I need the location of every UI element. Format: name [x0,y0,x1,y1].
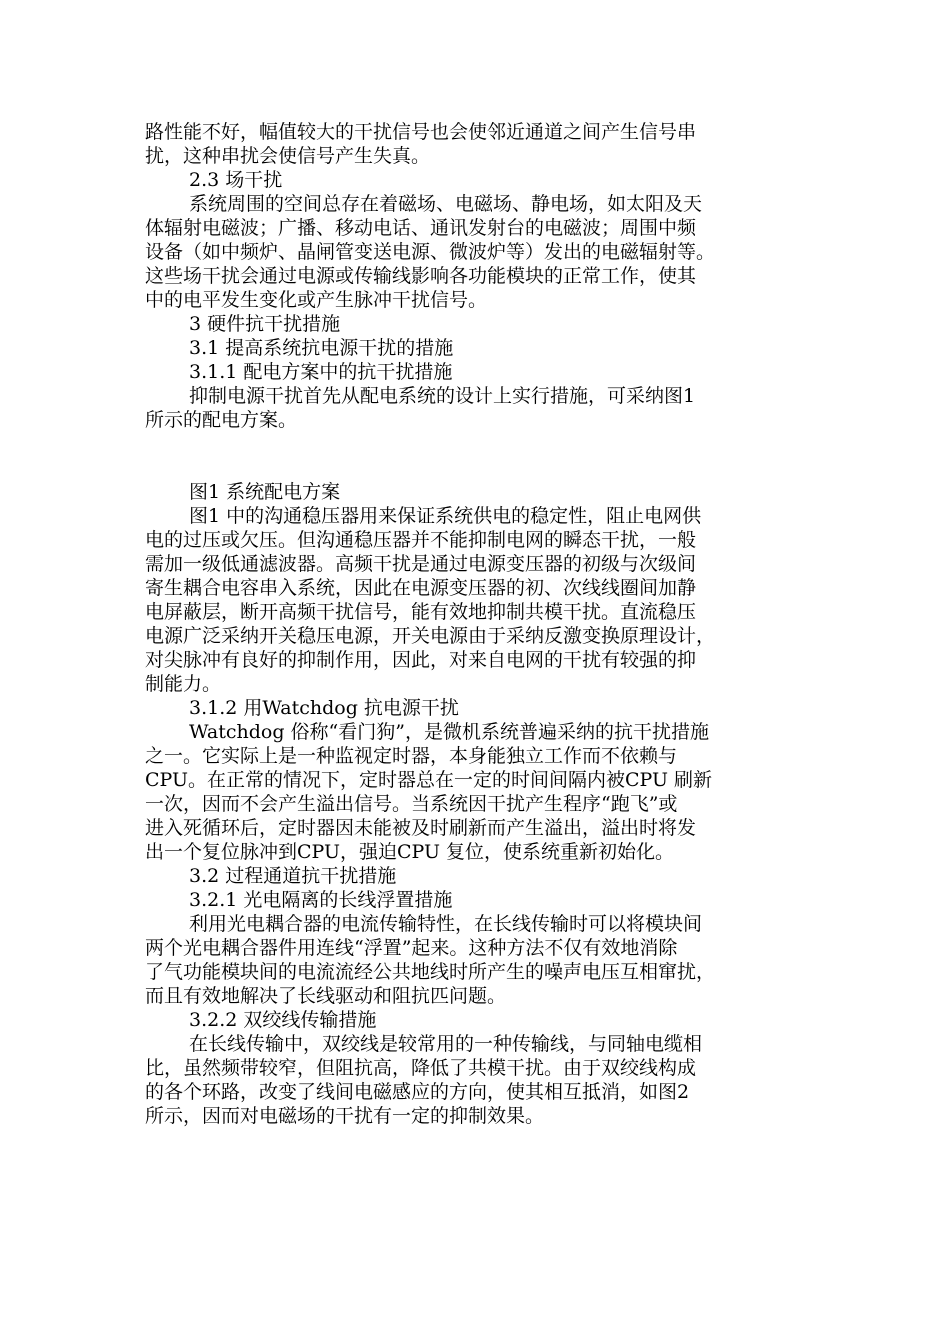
text-line: 制能力。 [145,673,222,695]
document-page [145,120,805,1128]
text-line: 出一个复位脉冲到CPU，强迫CPU 复位，使系统重新初始化。 [145,841,675,863]
text-line: CPU。在正常的情况下，定时器总在一定的时间间隔内被CPU 刷新 [145,769,713,791]
text-line: 2.3 场干扰 [189,169,283,191]
text-line: 中的电平发生变化或产生脉冲干扰信号。 [145,289,488,311]
text-line: 寄生耦合电容串入系统，因此在电源变压器的初、次线线圈间加静 [145,577,697,599]
text-line: 3 硬件抗干扰措施 [189,313,341,335]
section-heading [145,336,805,360]
paragraph [145,384,805,432]
text-line: 设备（如中频炉、晶闸管变送电源、微波炉等）发出的电磁辐射等。 [145,241,716,263]
text-line: 的各个环路，改变了线间电磁感应的方向，使其相互抵消，如图2 [145,1081,690,1103]
paragraph [145,912,805,1008]
section-heading [145,696,805,720]
text-line: 抑制电源干扰首先从配电系统的设计上实行措施，可采纳图1 [189,385,696,407]
section-heading [145,480,805,504]
section-heading [145,1008,805,1032]
text-line: 系统周围的空间总存在着磁场、电磁场、静电场，如太阳及天 [189,193,703,215]
text-line: 在长线传输中，双绞线是较常用的一种传输线，与同轴电缆相 [189,1033,703,1055]
text-line: 图1 系统配电方案 [189,481,341,503]
figure-placeholder [145,432,805,480]
text-line: 3.2.2 双绞线传输措施 [189,1009,377,1031]
section-heading [145,360,805,384]
text-line: 利用光电耦合器的电流传输特性，在长线传输时可以将模块间 [189,913,703,935]
section-heading [145,864,805,888]
text-line: 进入死循环后，定时器因未能被及时刷新而产生溢出，溢出时将发 [145,817,697,839]
text-line: 所示的配电方案。 [145,409,298,431]
section-heading [145,168,805,192]
text-line: 需加一级低通滤波器。高频干扰是通过电源变压器的初级与次级间 [145,553,697,575]
paragraph [145,1032,805,1128]
section-heading [145,888,805,912]
text-line: 3.2 过程通道抗干扰措施 [189,865,397,887]
text-line: 3.1 提高系统抗电源干扰的措施 [189,337,454,359]
text-line: 之一。它实际上是一种监视定时器，本身能独立工作而不依赖与 [145,745,678,767]
paragraph [145,120,805,168]
paragraph [145,504,805,696]
text-line: 3.2.1 光电隔离的长线浮置措施 [189,889,453,911]
text-line: 电源广泛采纳开关稳压电源，开关电源由于采纳反激变换原理设计， [145,625,716,647]
text-line: 而且有效地解决了长线驱动和阻抗匹问题。 [145,985,507,1007]
paragraph [145,720,805,864]
text-line: 图1 中的沟通稳压器用来保证系统供电的稳定性，阻止电网供 [189,505,702,527]
text-line: Watchdog 俗称“看门狗”，是微机系统普遍采纳的抗干扰措施 [189,721,709,743]
text-line: 3.1.2 用Watchdog 抗电源干扰 [189,697,459,719]
text-line: 体辐射电磁波；广播、移动电话、通讯发射台的电磁波；周围中频 [145,217,697,239]
text-line: 对尖脉冲有良好的抑制作用，因此，对来自电网的干扰有较强的抑 [145,649,697,671]
text-line: 比，虽然频带较窄，但阻抗高，降低了共模干扰。由于双绞线构成 [145,1057,697,1079]
text-line: 两个光电耦合器件用连线“浮置”起来。这种方法不仅有效地消除 [145,937,678,959]
text-line: 扰，这种串扰会使信号产生失真。 [145,145,431,167]
text-line: 电屏蔽层，断开高频干扰信号，能有效地抑制共模干扰。直流稳压 [145,601,697,623]
text-line: 所示，因而对电磁场的干扰有一定的抑制效果。 [145,1105,545,1127]
text-line: 3.1.1 配电方案中的抗干扰措施 [189,361,453,383]
text-line: 路性能不好，幅值较大的干扰信号也会使邻近通道之间产生信号串 [145,121,697,143]
text-line: 这些场干扰会通过电源或传输线影响各功能模块的正常工作，使其 [145,265,697,287]
section-heading [145,312,805,336]
paragraph [145,192,805,312]
text-line: 了气功能模块间的电流流经公共地线时所产生的噪声电压互相窜扰， [145,961,716,983]
text-line: 一次，因而不会产生溢出信号。当系统因干扰产生程序“跑飞”或 [145,793,678,815]
text-line: 电的过压或欠压。但沟通稳压器并不能抑制电网的瞬态干扰，一般 [145,529,697,551]
